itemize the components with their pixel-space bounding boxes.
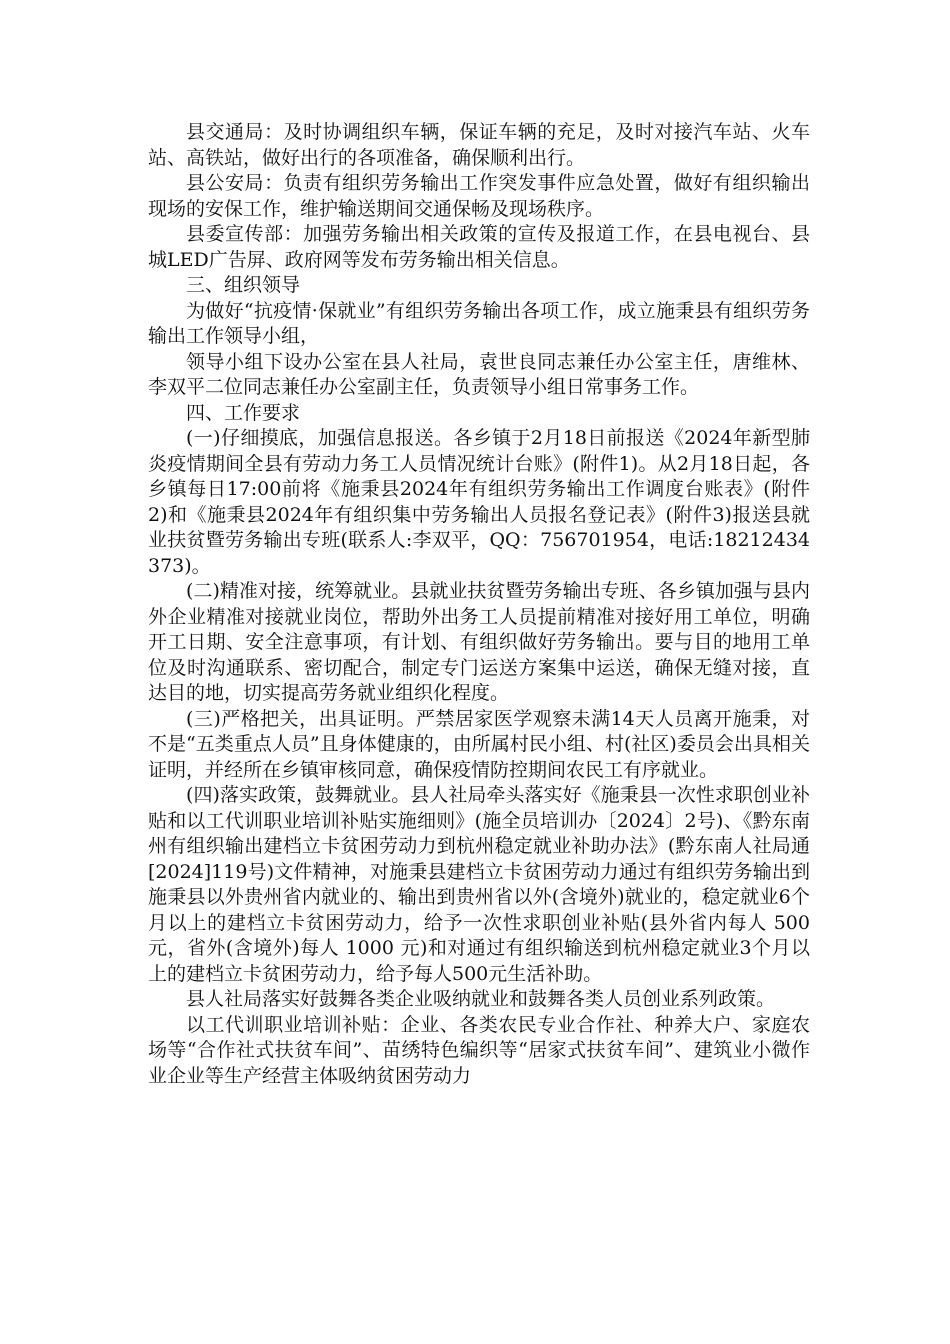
paragraph-requirement-1: (一)仔细摸底，加强信息报送。各乡镇于2月18日前报送《2024年新型肺炎疫情期间全县有劳动力务工人员情况统计台账》(附件1)。从2月18日起，各乡镇每日17:00前将《施秉县2024年有组织劳务输出工作调度台账表》(附件2)和《施秉县2024年有组织集中劳务输出人员报名登记表》(附件3)报送县就业扶贫暨劳务输出专班(联系人:李双平，QQ：756701954，电话:18212434373)。 xyxy=(148,427,810,577)
paragraph-requirement-4: (四)落实政策，鼓舞就业。县人社局牵头落实好《施秉县一次性求职创业补贴和以工代训职业培训补贴实施细则》(施全员培训办〔2024〕2号)、《黔东南州有组织输出建档立卡贫困劳动力到杭州稳定就业补助办法》(黔东南人社局通[2024]119号)文件精神，对施秉县建档立卡贫困劳动力通过有组织劳务输出到施秉县以外贵州省内就业的、输出到贵州省以外(含境外)就业的，稳定就业6个月以上的建档立卡贫困劳动力，给予一次性求职创业补贴(县外省内每人 500 元，省外(含境外)每人 1000 元)和对通过有组织输送到杭州稳定就业3个月以上的建档立卡贫困劳动力，给予每人500元生活补助。 xyxy=(148,784,810,985)
paragraph-leading-group: 为做好“抗疫情·保就业”有组织劳务输出各项工作，成立施秉县有组织劳务输出工作领导小组， xyxy=(148,299,810,347)
document-body xyxy=(148,120,810,1089)
paragraph-entrepreneurship-policy: 县人社局落实好鼓舞各类企业吸纳就业和鼓舞各类人员创业系列政策。 xyxy=(186,988,776,1010)
paragraph-office: 领导小组下设办公室在县人社局，袁世良同志兼任办公室主任，唐维林、李双平二位同志兼任办公室副主任，负责领导小组日常事务工作。 xyxy=(148,350,810,398)
paragraph-requirement-3: (三)严格把关，出具证明。严禁居家医学观察未满14天人员离开施秉，对不是“五类重点人员”且身体健康的，由所属村民小组、村(社区)委员会出具相关证明，并经所在乡镇审核同意，确保疫情防控期间农民工有序就业。 xyxy=(148,707,810,781)
paragraph-public-security-bureau: 县公安局：负责有组织劳务输出工作突发事件应急处置，做好有组织输出现场的安保工作，维护输送期间交通保畅及现场秩序。 xyxy=(148,172,810,220)
paragraph-training-subsidy: 以工代训职业培训补贴：企业、各类农民专业合作社、种养大户、家庭农场等“合作社式扶贫车间”、苗绣特色编织等“居家式扶贫车间”、建筑业小微作业企业等生产经营主体吸纳贫困劳动力 xyxy=(148,1013,810,1087)
section-heading-organization: 三、组织领导 xyxy=(186,274,301,296)
paragraph-publicity-department: 县委宣传部：加强劳务输出相关政策的宣传及报道工作，在县电视台、县城LED广告屏、政府网等发布劳务输出相关信息。 xyxy=(148,223,810,271)
paragraph-requirement-2: (二)精准对接，统筹就业。县就业扶贫暨劳务输出专班、各乡镇加强与县内外企业精准对接就业岗位，帮助外出务工人员提前精准对接好用工单位，明确开工日期、安全注意事项，有计划、有组织做好劳务输出。要与目的地用工单位及时沟通联系、密切配合，制定专门运送方案集中运送，确保无缝对接，直达目的地，切实提高劳务就业组织化程度。 xyxy=(148,580,810,704)
section-heading-requirements: 四、工作要求 xyxy=(186,401,301,424)
paragraph-transport-bureau: 县交通局：及时协调组织车辆，保证车辆的充足，及时对接汽车站、火车站、高铁站，做好出行的各项准备，确保顺利出行。 xyxy=(148,121,810,169)
